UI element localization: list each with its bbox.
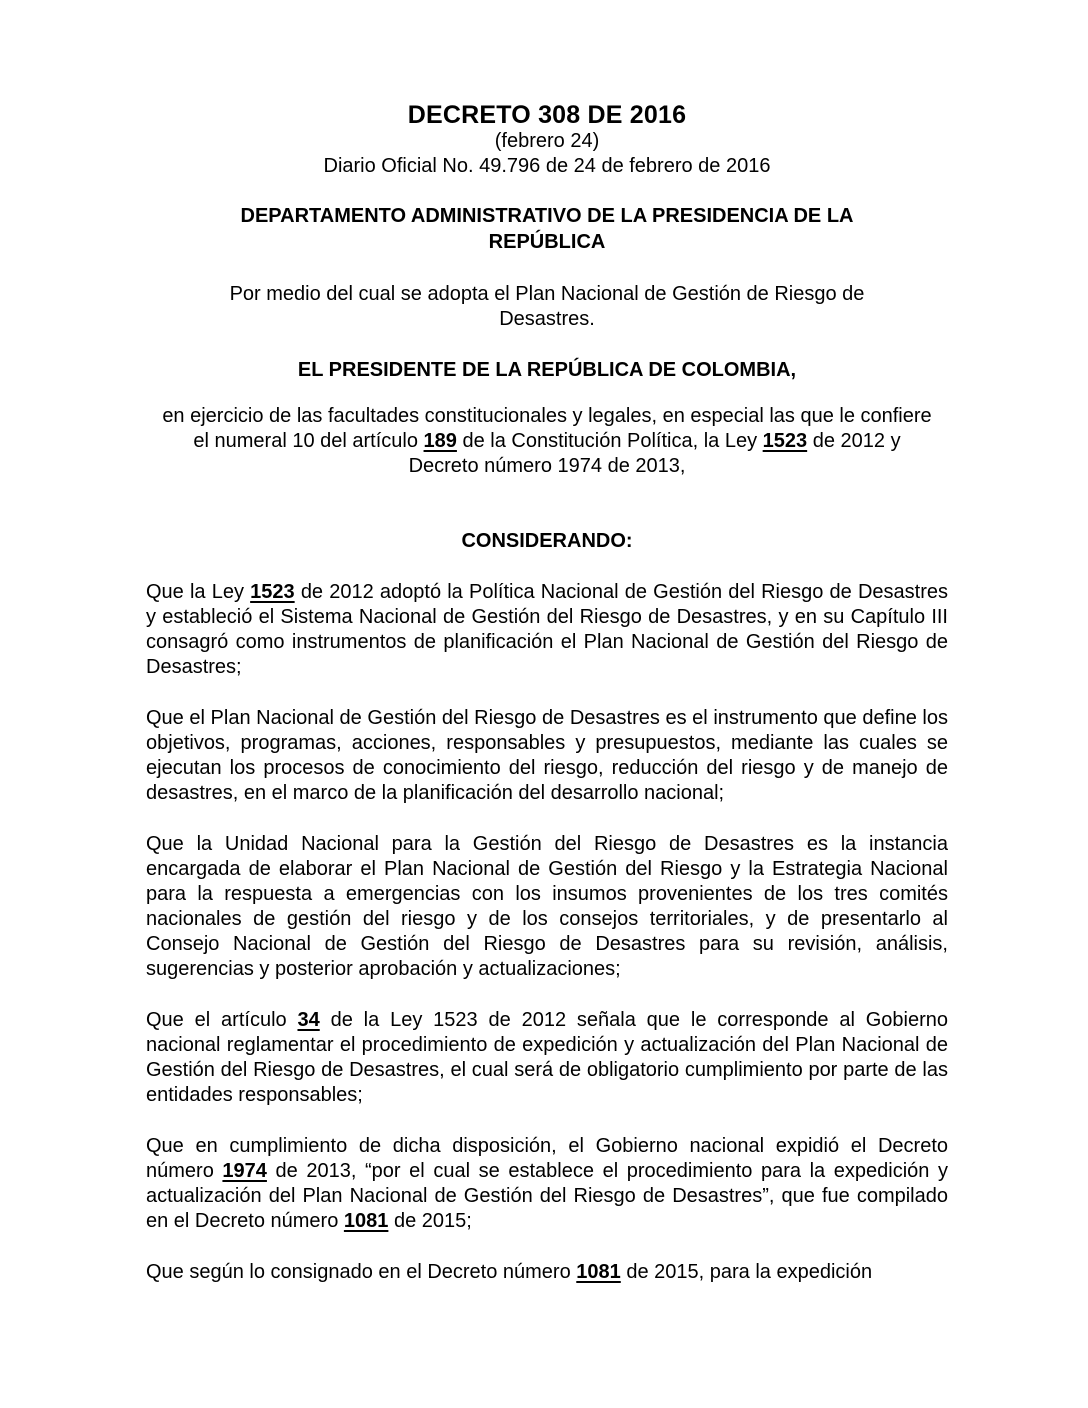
text-segment: de 2013, “por el cual se establece el procedimiento para la expedición y actualización del Plan Nacional de Gestión del Riesgo de Desastres”, que fue compilado en el Decreto número <box>146 1160 948 1232</box>
recital-paragraph-2 <box>146 706 948 806</box>
issuer-heading: EL PRESIDENTE DE LA REPÚBLICA DE COLOMBIA, <box>297 359 797 381</box>
considering-heading: CONSIDERANDO: <box>461 530 633 552</box>
text-segment: Que la Ley <box>146 581 251 603</box>
recital-paragraph-3 <box>146 832 948 982</box>
text-segment: de 2015; <box>388 1210 472 1232</box>
text-segment: de la Ley 1523 de 2012 señala que le corresponde al Gobierno nacional reglamentar el procedimiento de expedición y actualización del Plan Nacional de Gestión del Riesgo de Desastres, el cual será de obligatorio cumplimiento por parte de las entidades responsables; <box>146 1009 948 1106</box>
legal-reference-link[interactable]: 1081 <box>343 1210 389 1232</box>
recital-paragraph-6 <box>146 1260 948 1285</box>
text-segment: Que según lo consignado en el Decreto número <box>146 1261 577 1283</box>
legal-reference-link[interactable]: 1081 <box>576 1261 621 1283</box>
decree-date-line: (febrero 24) <box>494 130 600 152</box>
text-segment: Que el artículo <box>146 1009 298 1031</box>
text-segment: de 2015, para la expedición <box>620 1261 873 1283</box>
issuing-department-heading: DEPARTAMENTO ADMINISTRATIVO DE LA PRESIDENCIA DE LA REPÚBLICA <box>240 205 854 253</box>
recital-paragraph-4 <box>146 1008 948 1108</box>
legal-reference-link[interactable]: 189 <box>423 430 457 452</box>
legal-reference-link[interactable]: 1523 <box>250 581 295 603</box>
recital-paragraph-1 <box>146 580 948 680</box>
gazette-reference-line: Diario Oficial No. 49.796 de 24 de febrero de 2016 <box>323 155 771 177</box>
text-segment: de 2012 y Decreto número 1974 de 2013, <box>408 430 901 477</box>
text-segment: Que en cumplimiento de dicha disposición, el Gobierno nacional expidió el Decreto número <box>146 1135 948 1182</box>
recitals-section <box>146 580 948 1285</box>
text-segment: en ejercicio de las facultades constitucionales y legales, en especial las que le confiere el numeral 10 del artículo <box>162 405 932 452</box>
legal-reference-link[interactable]: 34 <box>297 1009 320 1031</box>
decree-title: DECRETO 308 DE 2016 <box>407 101 687 129</box>
text-segment: Que la Unidad Nacional para la Gestión del Riesgo de Desastres es la instancia encargada de elaborar el Plan Nacional de Gestión del Riesgo y la Estrategia Nacional para la respuesta a emergencias con los insumos provenientes de los tres comités nacionales de gestión del riesgo y de los consejos territoriales, y de presentarlo al Consejo Nacional de Gestión del Riesgo de Desastres para su revisión, análisis, sugerencias y posterior aprobación y actualizaciones; <box>146 833 948 980</box>
text-segment: de la Constitución Política, la Ley <box>456 430 763 452</box>
text-segment: de 2012 adoptó la Política Nacional de Gestión del Riesgo de Desastres y estableció el Sistema Nacional de Gestión del Riesgo de Desastres, y en su Capítulo III consagró como instrumentos de planificación el Plan Nacional de Gestión del Riesgo de Desastres; <box>146 581 948 678</box>
recital-paragraph-5 <box>146 1134 948 1234</box>
decree-document <box>146 0 948 1285</box>
legal-reference-link[interactable]: 1974 <box>222 1160 267 1182</box>
decree-subject-line: Por medio del cual se adopta el Plan Nacional de Gestión de Riesgo de Desastres. <box>229 283 865 330</box>
legal-reference-link[interactable]: 1523 <box>762 430 808 452</box>
text-segment: Que el Plan Nacional de Gestión del Riesgo de Desastres es el instrumento que define los objetivos, programas, acciones, responsables y presupuestos, mediante las cuales se ejecutan los procesos de conocimiento del riesgo, reducción del riesgo y de manejo de desastres, en el marco de la planificación del desarrollo nacional; <box>146 707 948 804</box>
preamble-paragraph <box>156 404 938 479</box>
